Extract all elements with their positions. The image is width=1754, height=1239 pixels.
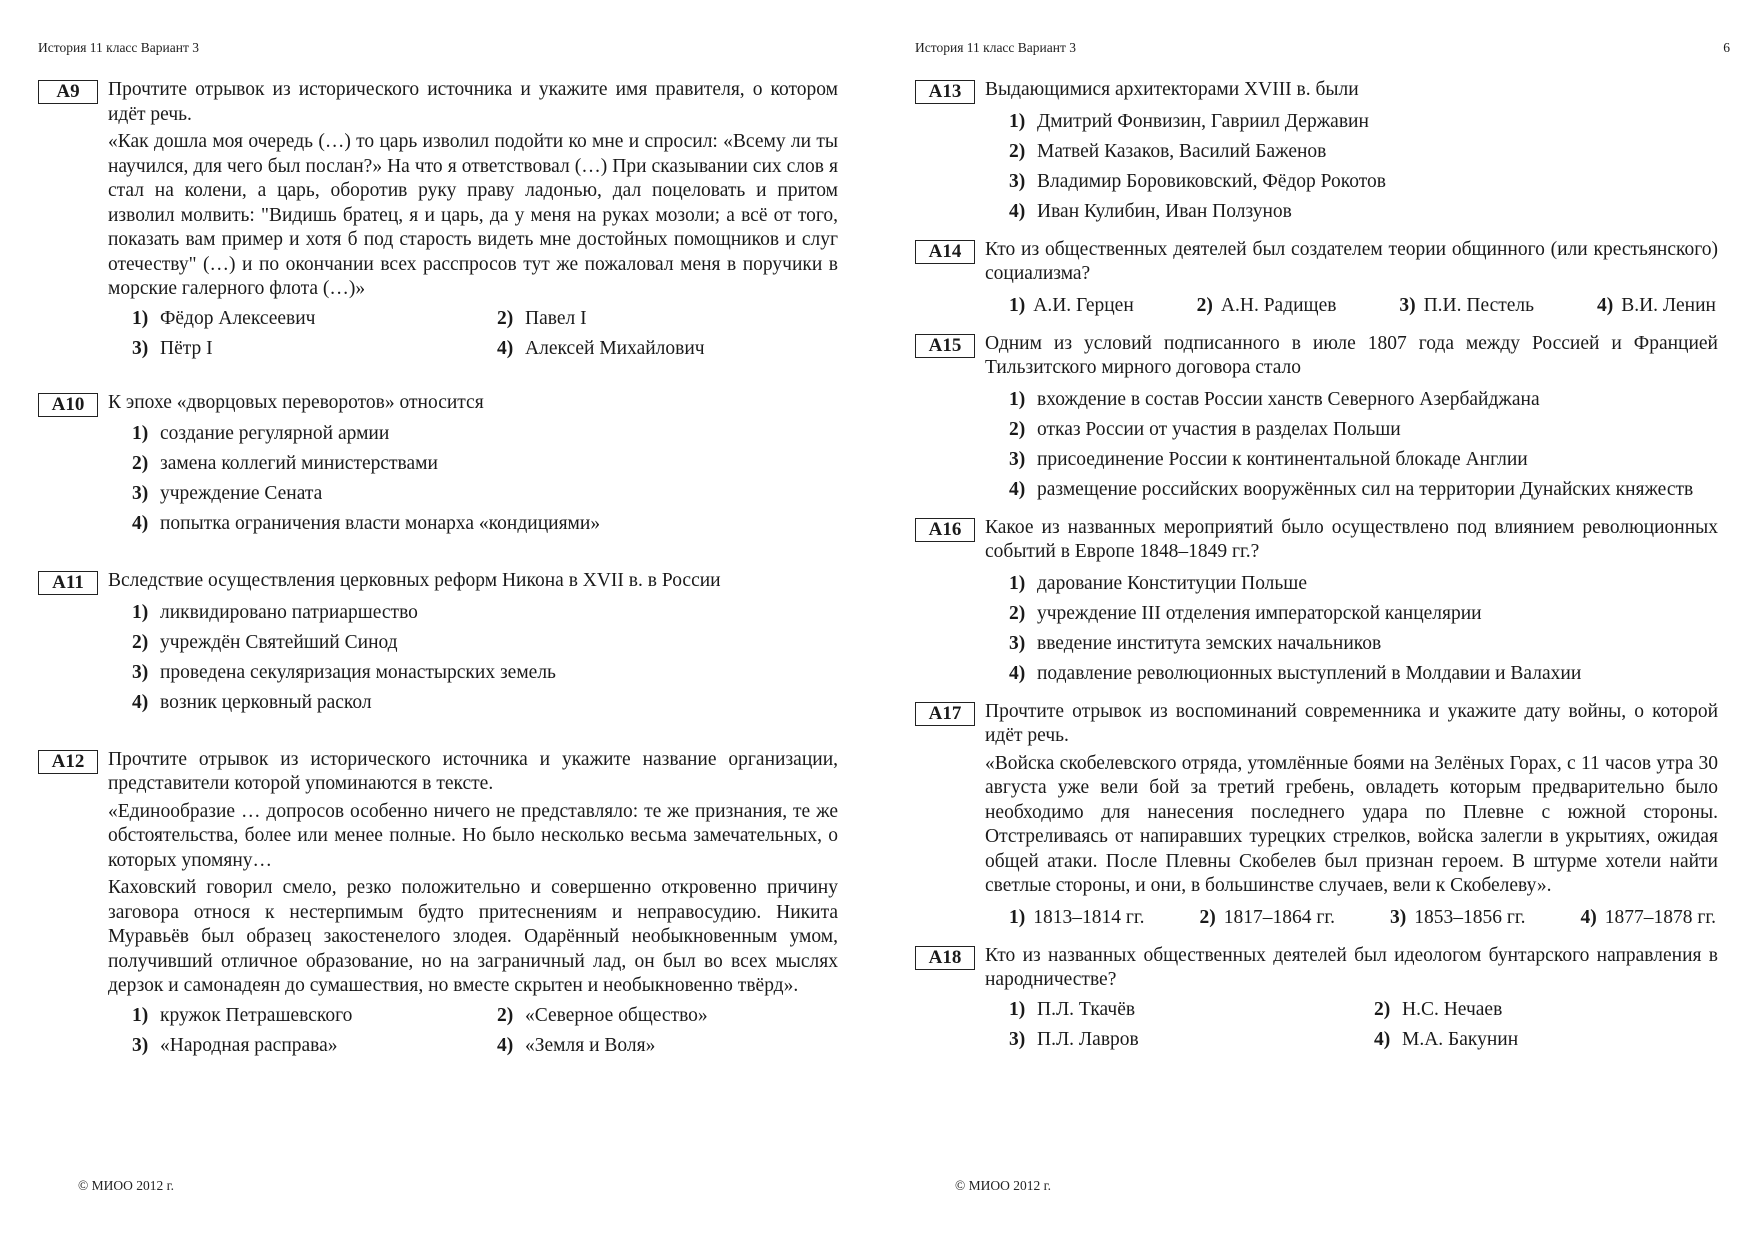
answer-option[interactable]	[108, 479, 838, 509]
option-text: П.И. Пестель	[1423, 294, 1535, 316]
page-header: История 11 класс Вариант 3	[915, 40, 1077, 55]
option-number: 2)	[132, 453, 149, 474]
question-number: A16	[915, 518, 975, 542]
option-text: попытка ограничения власти монарха «кондициями»	[160, 513, 601, 534]
answer-option[interactable]	[1390, 903, 1526, 933]
question-stem: Кто из названных общественных деятелей был идеологом бунтарского направления в народничестве?	[985, 944, 1718, 990]
option-number: 2)	[132, 631, 149, 653]
option-text: Пётр I	[160, 337, 213, 359]
option-number: 3)	[1009, 170, 1026, 192]
answer-option[interactable]	[1009, 1025, 1374, 1055]
option-text: 1877–1878 гг.	[1604, 906, 1716, 928]
answer-option[interactable]	[108, 598, 838, 628]
answer-options	[985, 385, 1718, 505]
question-number: A18	[915, 946, 975, 970]
question-number: A14	[915, 240, 975, 264]
source-passage: «Единообразие … допросов особенно ничего не представляло: те же признания, те же обстоятельства, более или менее полные. Но было несколько весьма замечательных, о которых упомяну…	[108, 800, 838, 871]
answer-option[interactable]	[108, 419, 838, 449]
option-text: размещение российских вооружённых сил на территории Дунайских княжеств	[1037, 478, 1694, 500]
option-number: 1)	[1009, 110, 1026, 132]
question-number: A13	[915, 80, 975, 104]
answer-option[interactable]	[985, 629, 1718, 659]
question-a13	[915, 78, 1718, 227]
answer-option[interactable]	[985, 659, 1718, 689]
option-text: присоединение России к континентальной блокаде Англии	[1037, 448, 1528, 470]
option-number: 4)	[1009, 662, 1026, 684]
option-number: 3)	[1009, 632, 1026, 654]
answer-option[interactable]	[132, 1031, 497, 1061]
option-number: 1)	[1009, 572, 1026, 594]
answer-option[interactable]	[132, 334, 497, 364]
answer-option[interactable]	[108, 509, 838, 539]
option-text: вхождение в состав России ханств Северного Азербайджана	[1037, 388, 1540, 410]
option-text: А.И. Герцен	[1033, 294, 1134, 316]
source-passage: «Как дошла моя очередь (…) то царь изволил подойти ко мне и спросил: «Всему ли ты научился, для чего был послан?» На что я ответствовал (…) При сказывании сих слов я стал на колени, а царь, оборотив руку праву ладонью, дал поцеловать и притом изволил молвить: "Видишь братец, я и царь, да у меня на руках мозоли; а всё от того, показать вам пример и хотя б под старость видеть мне достойных помощников и слуг отечеству" (…) и по окончании всех расспросов тут же пожаловал меня в поручики в морские галерного флота (…)»	[108, 131, 838, 299]
option-number: 2)	[1196, 294, 1213, 316]
answer-option[interactable]	[497, 1001, 838, 1031]
option-number: 2)	[1009, 418, 1026, 440]
option-text: «Земля и Воля»	[525, 1034, 656, 1056]
option-text: Фёдор Алексеевич	[160, 307, 316, 329]
option-number: 1)	[132, 601, 149, 623]
option-text: «Народная расправа»	[160, 1034, 338, 1056]
questions-column	[915, 78, 1718, 1055]
answer-options	[108, 598, 838, 718]
question-a18	[915, 944, 1718, 1055]
option-number: 2)	[1009, 602, 1026, 624]
option-number: 4)	[132, 691, 149, 713]
question-a10	[38, 391, 838, 540]
answer-option[interactable]	[1399, 291, 1534, 321]
answer-option[interactable]	[985, 167, 1718, 197]
question-a11	[38, 569, 838, 718]
question-number: A17	[915, 702, 975, 726]
answer-option[interactable]	[108, 688, 838, 718]
answer-option[interactable]	[1374, 995, 1718, 1025]
answer-option[interactable]	[985, 107, 1718, 137]
question-number: A10	[38, 393, 98, 417]
option-number: 4)	[497, 1034, 514, 1056]
source-passage: Каховский говорил смело, резко положительно и совершенно откровенно причину заговора относя к нестерпимым будто притеснениям и неправосудию. Никита Муравьёв был образец закостенелого злодея. Одарённый необыкновенным умом, получивший отличное образование, но на заграничный лад, он был во всех мыслях дерзок и самонадеян до сумашествия, но вместе скрытен и необыкновенно твёрд».	[108, 877, 838, 996]
question-stem: Прочтите отрывок из исторического источника и укажите название организации, представители которой упоминаются в тексте.	[108, 748, 838, 794]
answer-option[interactable]	[1580, 903, 1716, 933]
option-number: 3)	[132, 1034, 149, 1056]
answer-option[interactable]	[132, 1001, 497, 1031]
option-text: учреждение III отделения императорской канцелярии	[1037, 602, 1482, 624]
answer-option[interactable]	[108, 628, 838, 658]
option-number: 1)	[132, 1004, 149, 1026]
option-number: 1)	[1009, 998, 1026, 1020]
answer-option[interactable]	[985, 475, 1718, 505]
option-text: «Северное общество»	[525, 1004, 708, 1026]
questions-column	[38, 78, 838, 1061]
option-text: 1813–1814 гг.	[1033, 906, 1145, 928]
right-page	[877, 0, 1754, 1239]
option-text: дарование Конституции Польше	[1037, 572, 1307, 594]
question-stem: Прочтите отрывок из исторического источника и укажите имя правителя, о котором идёт речь.	[108, 79, 838, 125]
option-text: Алексей Михайлович	[525, 337, 705, 359]
option-text: возник церковный раскол	[160, 691, 372, 713]
option-number: 4)	[1009, 478, 1026, 500]
option-number: 2)	[1009, 140, 1026, 162]
option-text: ликвидировано патриаршество	[160, 601, 418, 623]
option-number: 4)	[1580, 906, 1597, 928]
question-stem: К эпохе «дворцовых переворотов» относится	[108, 391, 484, 413]
option-number: 2)	[497, 307, 514, 329]
option-text: Дмитрий Фонвизин, Гавриил Державин	[1037, 110, 1369, 132]
option-number: 3)	[132, 337, 149, 359]
question-number: A15	[915, 334, 975, 358]
option-text: создание регулярной армии	[160, 423, 390, 444]
option-number: 1)	[1009, 388, 1026, 410]
question-a12	[38, 748, 838, 1061]
answer-options	[985, 291, 1718, 321]
answer-options	[985, 107, 1718, 227]
answer-option[interactable]	[497, 304, 838, 334]
option-text: Иван Кулибин, Иван Ползунов	[1037, 200, 1292, 222]
option-text: А.Н. Радищев	[1220, 294, 1337, 316]
page-footer: © МИОО 2012 г.	[955, 1178, 1052, 1193]
answer-option[interactable]	[108, 658, 838, 688]
answer-option[interactable]	[1374, 1025, 1718, 1055]
answer-option[interactable]	[132, 304, 497, 334]
answer-option[interactable]	[985, 569, 1718, 599]
option-number: 2)	[1199, 906, 1216, 928]
answer-option[interactable]	[985, 385, 1718, 415]
page-header: История 11 класс Вариант 3	[38, 40, 200, 55]
answer-option[interactable]	[985, 197, 1718, 227]
option-text: введение института земских начальников	[1037, 632, 1382, 654]
option-text: Матвей Казаков, Василий Баженов	[1037, 140, 1327, 162]
question-a17	[915, 700, 1718, 933]
option-number: 3)	[132, 483, 149, 504]
question-number: A9	[38, 80, 98, 104]
option-number: 4)	[497, 337, 514, 359]
answer-option[interactable]	[1199, 903, 1335, 933]
answer-option[interactable]	[985, 599, 1718, 629]
option-text: кружок Петрашевского	[160, 1004, 353, 1026]
option-number: 2)	[1374, 998, 1391, 1020]
option-number: 3)	[1009, 448, 1026, 470]
option-text: отказ России от участия в разделах Польши	[1037, 418, 1401, 440]
source-passage: «Войска скобелевского отряда, утомлённые боями на Зелёных Горах, с 11 часов утра 30 августа уже вели бой за третий гребень, овладеть которым предварительно было необходимо для нанесения последнего удара по Плевне с южной стороны. Отстреливаясь от напиравших турецких стрелков, войска залегли в укрытиях, ожидая общей атаки. После Плевны Скобелев был признан героем. В штурме хотели найти светлые стороны, и они, в большинстве случаев, вели к Скобелеву».	[985, 752, 1718, 896]
option-text: проведена секуляризация монастырских земель	[160, 661, 556, 683]
option-number: 1)	[132, 307, 149, 329]
option-text: подавление революционных выступлений в Молдавии и Валахии	[1037, 662, 1582, 684]
question-a15	[915, 332, 1718, 505]
answer-options	[985, 995, 1718, 1055]
answer-option[interactable]	[985, 445, 1718, 475]
option-text: замена коллегий министерствами	[160, 453, 438, 474]
option-number: 3)	[132, 661, 149, 683]
question-number: A12	[38, 750, 98, 774]
answer-option[interactable]	[108, 449, 838, 479]
question-stem: Какое из названных мероприятий было осуществлено под влиянием революционных событий в Европе 1848–1849 гг.?	[985, 516, 1718, 562]
question-number: A11	[38, 571, 98, 595]
answer-option[interactable]	[985, 415, 1718, 445]
answer-option[interactable]	[497, 1031, 838, 1061]
question-stem: Кто из общественных деятелей был создателем теории общинного (или крестьянского) социализма?	[985, 238, 1718, 284]
question-a9	[38, 78, 838, 364]
answer-options	[108, 1001, 838, 1061]
option-number: 4)	[132, 513, 149, 534]
option-number: 4)	[1374, 1028, 1391, 1050]
answer-options	[985, 569, 1718, 689]
option-text: Павел I	[525, 307, 587, 329]
option-text: 1853–1856 гг.	[1414, 906, 1526, 928]
answer-option[interactable]	[497, 334, 838, 364]
answer-option[interactable]	[985, 137, 1718, 167]
page-footer: © МИОО 2012 г.	[78, 1178, 175, 1193]
option-number: 4)	[1009, 200, 1026, 222]
option-text: П.Л. Лавров	[1037, 1028, 1139, 1050]
answer-option[interactable]	[1009, 995, 1374, 1025]
option-text: Н.С. Нечаев	[1402, 998, 1503, 1020]
answer-option[interactable]	[1597, 291, 1716, 321]
question-a14	[915, 238, 1718, 321]
answer-options	[108, 304, 838, 364]
option-number: 4)	[1596, 294, 1614, 316]
option-number: 1)	[132, 423, 149, 444]
option-text: учреждён Святейший Синод	[160, 631, 398, 653]
option-text: Владимир Боровиковский, Фёдор Рокотов	[1037, 170, 1386, 192]
option-text: М.А. Бакунин	[1402, 1028, 1519, 1050]
option-text: В.И. Ленин	[1621, 294, 1716, 316]
answer-option[interactable]	[1197, 291, 1337, 321]
option-number: 3)	[1389, 906, 1407, 928]
option-number: 1)	[1009, 294, 1026, 316]
question-stem: Одним из условий подписанного в июле 1807 года между Россией и Францией Тильзитского мирного договора стало	[985, 332, 1718, 378]
question-stem: Прочтите отрывок из воспоминаний современника и укажите дату войны, о которой идёт речь.	[985, 700, 1718, 746]
option-text: 1817–1864 гг.	[1223, 906, 1336, 928]
option-number: 3)	[1009, 1028, 1026, 1050]
option-number: 1)	[1009, 906, 1026, 928]
answer-options	[108, 419, 838, 539]
option-text: П.Л. Ткачёв	[1037, 998, 1136, 1020]
option-text: учреждение Сената	[160, 483, 323, 504]
option-number: 3)	[1399, 294, 1416, 316]
page-number: 6	[1723, 40, 1730, 55]
answer-option[interactable]	[1009, 903, 1145, 933]
question-stem: Вследствие осуществления церковных реформ Никона в XVII в. в России	[108, 570, 721, 591]
question-a16	[915, 516, 1718, 689]
option-number: 2)	[497, 1004, 514, 1026]
answer-options	[985, 903, 1718, 933]
answer-option[interactable]	[1009, 291, 1134, 321]
question-stem: Выдающимися архитекторами XVIII в. были	[985, 79, 1359, 100]
